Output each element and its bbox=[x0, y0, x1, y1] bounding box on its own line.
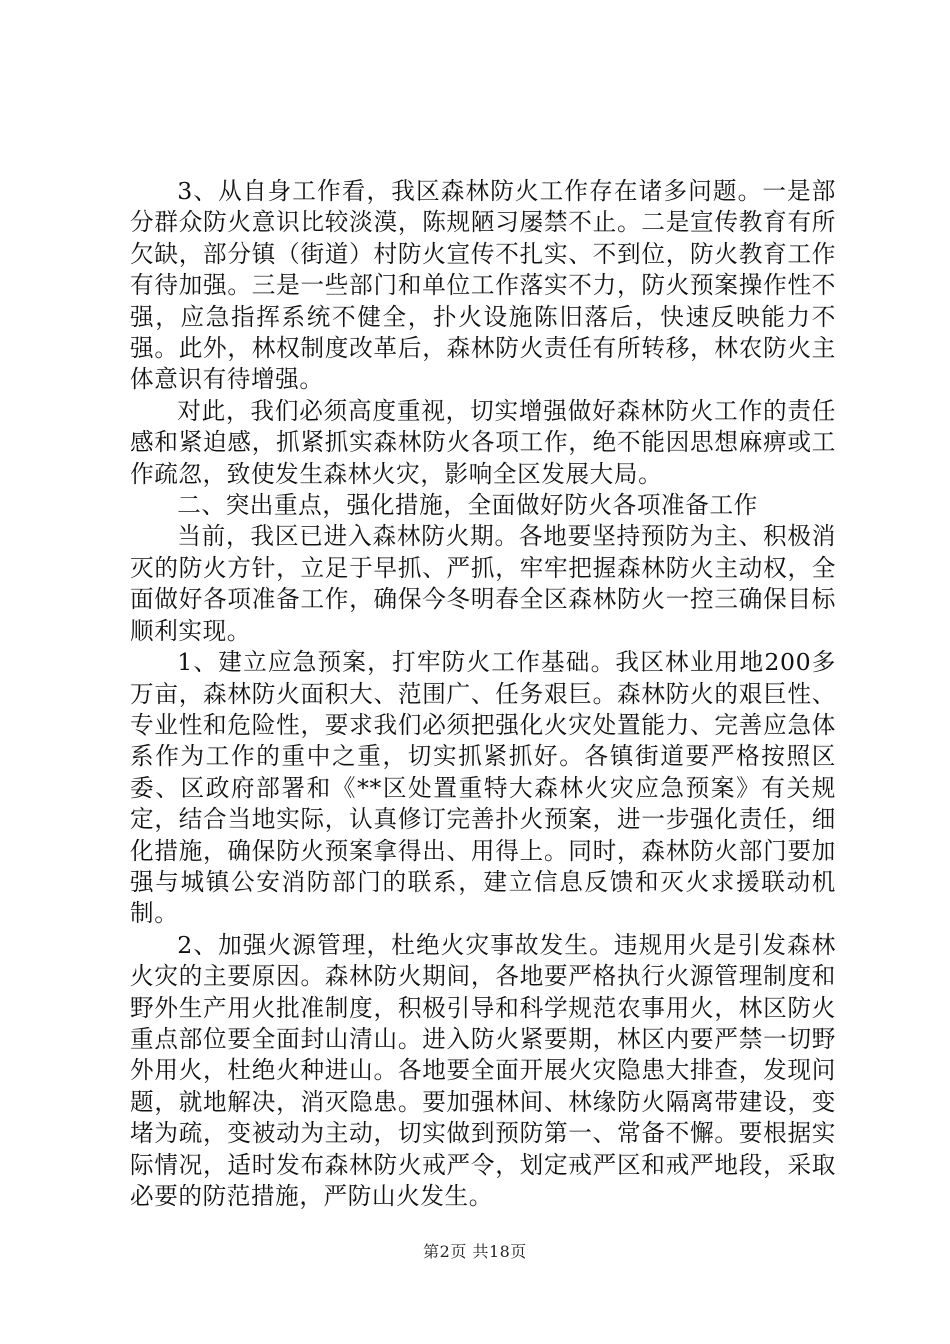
page-number-footer: 第2页 共18页 bbox=[423, 1242, 527, 1261]
document-body bbox=[130, 176, 836, 1212]
paragraph-emergency-plan: 1、建立应急预案，打牢防火工作基础。我区林业用地200多万亩，森林防火面积大、范围广、任务艰巨。森林防火的艰巨性、专业性和危险性，要求我们必须把强化火灾处置能力、完善应急体系作为工作的重中之重，切实抓紧抓好。各镇街道要严格按照区委、区政府部署和《**区处置重特大森林火灾应急预案》有关规定，结合当地实际，认真修订完善扑火预案，进一步强化责任，细化措施，确保防火预案拿得出、用得上。同时，森林防火部门要加强与城镇公安消防部门的联系，建立信息反馈和灭火求援联动机制。 bbox=[130, 648, 836, 928]
paragraph-fire-source: 2、加强火源管理，杜绝火灾事故发生。违规用火是引发森林火灾的主要原因。森林防火期间，各地要严格执行火源管理制度和野外生产用火批准制度，积极引导和科学规范农事用火，林区防火重点部位要全面封山清山。进入防火紧要期，林区内要严禁一切野外用火，杜绝火种进山。各地要全面开展火灾隐患大排查，发现问题，就地解决，消灭隐患。要加强林间、林缘防火隔离带建设，变堵为疏，变被动为主动，切实做到预防第一、常备不懈。要根据实际情况，适时发布森林防火戒严令，划定戒严区和戒严地段，采取必要的防范措施，严防山火发生。 bbox=[130, 930, 836, 1210]
paragraph-current-period: 当前，我区已进入森林防火期。各地要坚持预防为主、积极消灭的防火方针，立足于早抓、严抓，牢牢把握森林防火主动权，全面做好各项准备工作，确保今冬明春全区森林防火一控三确保目标顺利实现。 bbox=[130, 522, 836, 645]
paragraph-attention: 对此，我们必须高度重视，切实增强做好森林防火工作的责任感和紧迫感，抓紧抓实森林防火各项工作，绝不能因思想麻痹或工作疏忽，致使发生森林火灾，影响全区发展大局。 bbox=[130, 396, 836, 488]
section-heading-two: 二、突出重点，强化措施，全面做好防火各项准备工作 bbox=[177, 491, 758, 520]
paragraph-self-problems: 3、从自身工作看，我区森林防火工作存在诸多问题。一是部分群众防火意识比较淡漠，陈规陋习屡禁不止。二是宣传教育有所欠缺，部分镇（街道）村防火宣传不扎实、不到位，防火教育工作有待加强。三是一些部门和单位工作落实不力，防火预案操作性不强，应急指挥系统不健全，扑火设施陈旧落后，快速反映能力不强。此外，林权制度改革后，森林防火责任有所转移，林农防火主体意识有待增强。 bbox=[130, 177, 836, 394]
